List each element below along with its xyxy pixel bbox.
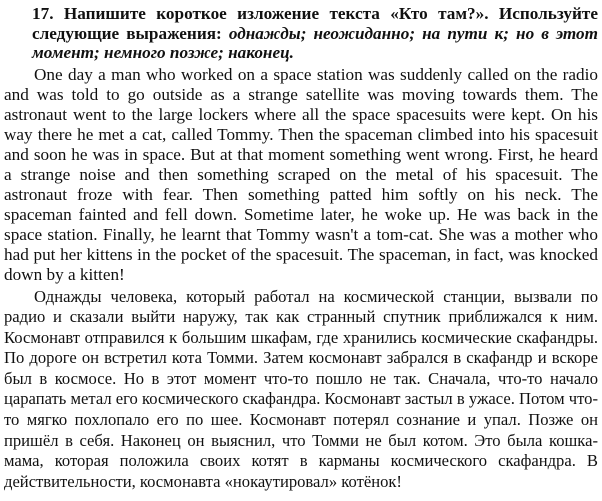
document-page bbox=[4, 4, 598, 492]
task-phrases: однажды; неожиданно; на пути к; но в этот момент; немного позже; наконец. bbox=[32, 23, 599, 62]
task-heading bbox=[4, 4, 598, 63]
russian-text-paragraph: Однажды человека, который работал на космической станции, вызвали по радио и сказали выйти наружу, так как странный спутник приближался к ним. Космонавт отправился к большим шкафам, где хранились космические скафандры. По дороге он встретил кота Томми. Затем космонавт забрался в скафандр и вскоре был в космосе. Но в этот момент что-то пошло не так. Сначала, что-то начало царапать метал его космического скафандра. Космонавт застыл в ужасе. Потом что-то мягко похлопало его по шее. Космонавт потерял сознание и упал. Позже он пришёл в себя. Наконец он выяснил, что Томми не был котом. Это была кошка-мама, которая положила своих котят в карманы космического скафандра. В действительности, космонавта «нокаутировал» котёнок! bbox=[4, 286, 598, 491]
english-text-paragraph: One day a man who worked on a space station was suddenly called on the radio and was told to go outside as a strange satellite was moving towards them. The astronaut went to the large lockers where all the space spacesuits were kept. On his way there he met a cat, called Tommy. Then the spaceman climbed into his spacesuit and soon he was in space. But at that moment something went wrong. First, he heard a strange noise and then something scraped on the metal of his spacesuit. The astronaut froze with fear. Then something patted him softly on his neck. The spaceman fainted and fell down. Sometime later, he woke up. He was back in the space station. Finally, he learnt that Tommy wasn't a tom-cat. She was a mother who had put her kittens in the pocket of the spacesuit. The spaceman, in fact, was knocked down by a kitten! bbox=[4, 64, 598, 284]
task-number: 17. bbox=[32, 4, 54, 23]
task-instruction: Напишите короткое изложение текста «Кто там?». Используйте следующие выражения: bbox=[32, 4, 598, 43]
